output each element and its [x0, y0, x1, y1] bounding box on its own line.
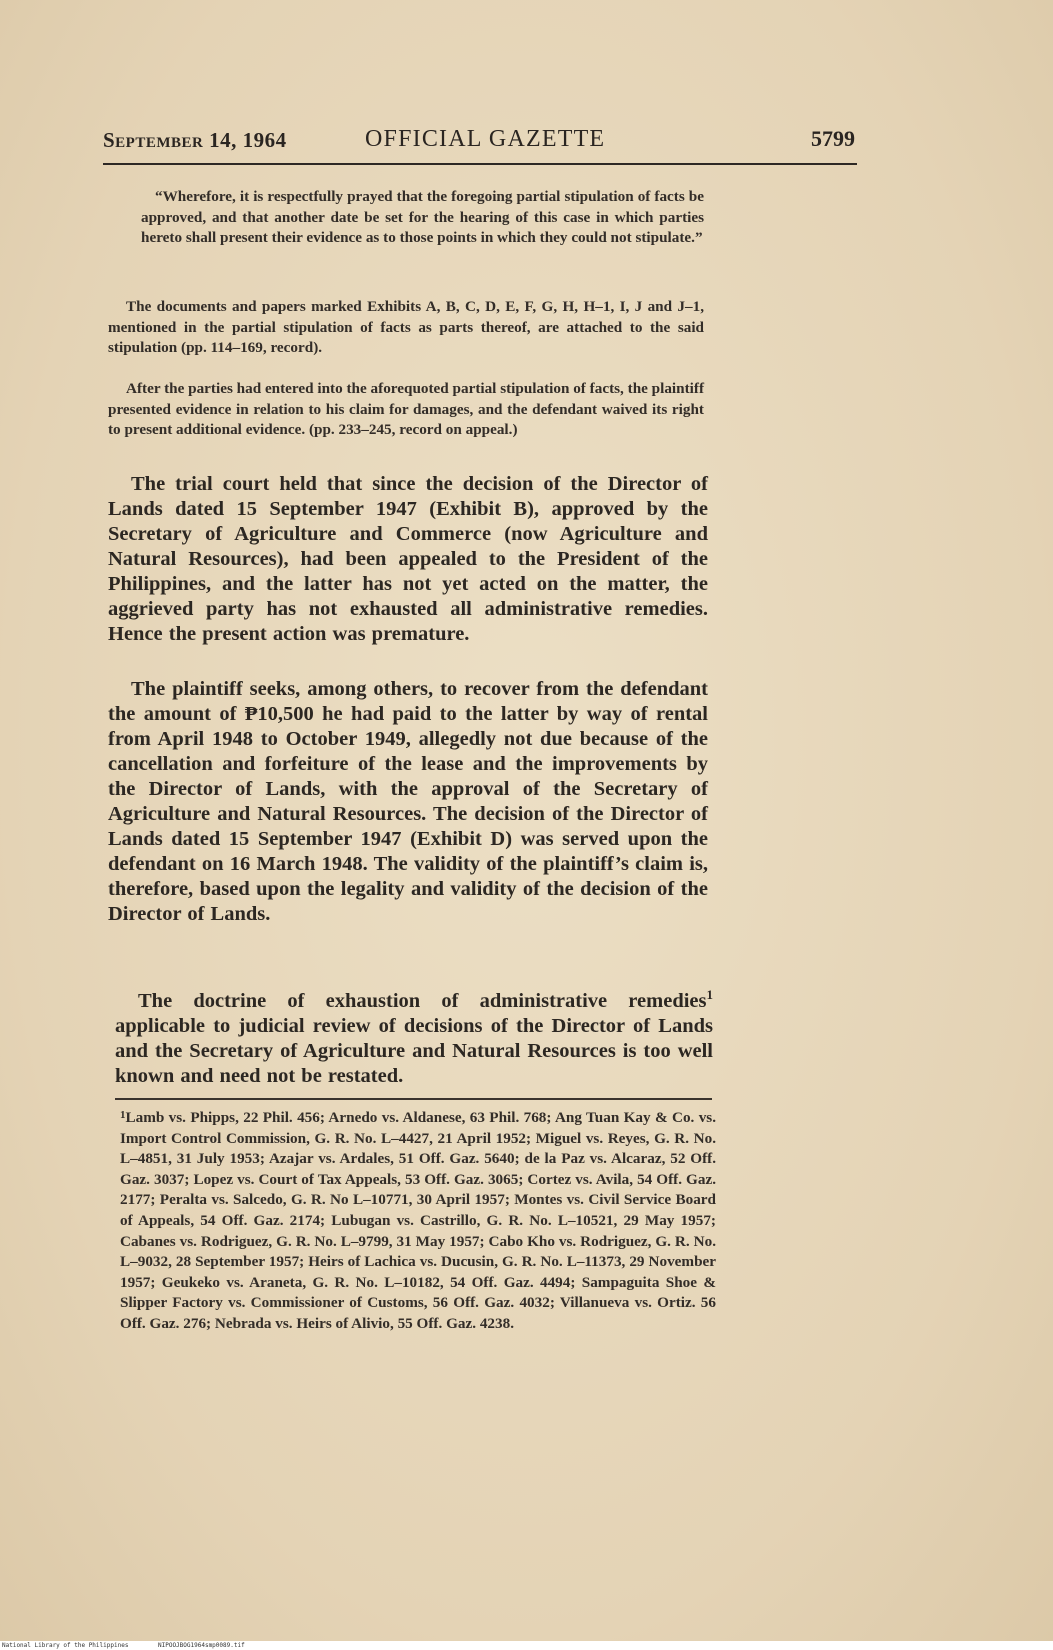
body-paragraph-1 — [108, 472, 708, 647]
after-stipulation-text: After the parties had entered into the aforequoted partial stipulation of facts, the plaintiff presented evidence in relation to his claim for damages, and the defendant waived its right to present additional evidence. (pp. 233–245, record on appeal.) — [108, 380, 704, 438]
quoted-prayer-text: “Wherefore, it is respectfully prayed that the foregoing partial stipulation of facts be approved, and that another date be set for the hearing of this case in which parties hereto shall present their evidence as to those points in which they could not stipulate.” — [141, 188, 704, 246]
body-paragraph-3-lead: The doctrine of exhaustion of administrative remedies — [138, 990, 707, 1012]
issue-month: September — [103, 128, 204, 152]
documents-paragraph — [108, 297, 704, 359]
running-header — [103, 128, 855, 158]
publication-title: OFFICIAL GAZETTE — [365, 126, 606, 152]
body-paragraph-2 — [108, 677, 708, 927]
footnote — [120, 1105, 716, 1335]
archival-file: NIPOOJBOG1964smp0089.tif — [158, 1642, 245, 1649]
archival-strip — [0, 1641, 1053, 1650]
footnote-reference: 1 — [706, 987, 713, 1002]
issue-day-year: 14, 1964 — [203, 128, 287, 152]
footnote-text — [120, 1105, 716, 1335]
body-paragraph-3-text — [115, 982, 713, 1089]
footnote-mark: 1 — [120, 1109, 126, 1121]
body-paragraph-3 — [115, 982, 713, 1089]
issue-date — [103, 128, 287, 153]
footnote-citations: Lamb vs. Phipps, 22 Phil. 456; Arnedo vs. Aldanese, 63 Phil. 768; Ang Tuan Kay & Co. vs. Import Control Commission, G. R. No. L–4427, 21 April 1952; Miguel vs. Reyes, G. R. No. L–4851, 31 July 1953; Azajar vs. Ardales, 51 Off. Gaz. 5640; de la Paz vs. Alcaraz, 52 Off. Gaz. 3037; Lopez vs. Court of Tax Appeals, 53 Off. Gaz. 3065; Cortez vs. Avila, 54 Off. Gaz. 2177; Peralta vs. Salcedo, G. R. No L–10771, 30 April 1957; Montes vs. Civil Service Board of Appeals, 54 Off. Gaz. 2174; Lubugan vs. Castrillo, G. R. No. L–10521, 29 May 1957; Cabanes vs. Rodriguez, G. R. No. L–9799, 31 May 1957; Cabo Kho vs. Rodriguez, G. R. No. L–9032, 28 September 1957; Heirs of Lachica vs. Ducusin, G. R. No. L–11373, 29 November 1957; Geukeko vs. Araneta, G. R. No. L–10182, 54 Off. Gaz. 4494; Sampaguita Shoe & Slipper Factory vs. Commissioner of Customs, 56 Off. Gaz. 4032; Villanueva vs. Ortiz. 56 Off. Gaz. 276; Nebrada vs. Heirs of Alivio, 55 Off. Gaz. 4238. — [120, 1109, 716, 1332]
documents-paragraph-text: The documents and papers marked Exhibits A, B, C, D, E, F, G, H, H–1, I, J and J–1, mentioned in the partial stipulation of facts as parts thereof, are attached to the said stipulation (pp. 114–169, record). — [108, 298, 704, 356]
page-number: 5799 — [811, 126, 855, 151]
footnote-rule — [115, 1098, 712, 1100]
quoted-prayer — [141, 187, 704, 249]
after-stipulation-paragraph — [108, 379, 704, 441]
body-paragraph-3-rest: applicable to judicial review of decisions of the Director of Lands and the Secretary of Agriculture and Natural Resources is too well known and need not be restated. — [115, 1015, 713, 1087]
archival-library: National Library of the Philippines — [2, 1642, 129, 1649]
body-paragraph-1-text: The trial court held that since the decision of the Director of Lands dated 15 September 1947 (Exhibit B), approved by the Secretary of Agriculture and Commerce (now Agriculture and Natural Resources), had been appealed to the President of the Philippines, and the latter has not yet acted on the matter, the aggrieved party has not exhausted all administrative remedies. Hence the present action was premature. — [108, 473, 708, 645]
header-rule — [103, 163, 857, 165]
body-paragraph-2-text: The plaintiff seeks, among others, to recover from the defendant the amount of ₱10,500 he had paid to the latter by way of rental from April 1948 to October 1949, allegedly not due because of the cancellation and forfeiture of the lease and the improvements by the Director of Lands, with the approval of the Secretary of Agriculture and Natural Resources. The decision of the Director of Lands dated 15 September 1947 (Exhibit D) was served upon the defendant on 16 March 1948. The validity of the plaintiff’s claim is, therefore, based upon the legality and validity of the decision of the Director of Lands. — [108, 678, 708, 925]
